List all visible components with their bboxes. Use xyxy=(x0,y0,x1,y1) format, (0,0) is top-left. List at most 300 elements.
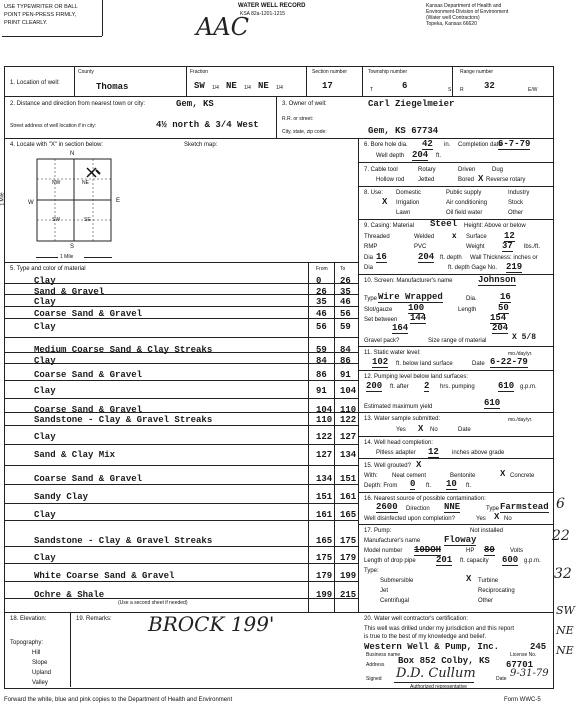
bentonite[interactable]: Bentonite xyxy=(450,473,476,479)
rr-label: R.R. or street: xyxy=(282,116,314,122)
divider xyxy=(358,162,553,163)
material-cell: White Coarse Sand & Gravel xyxy=(34,571,175,581)
s18-label: 18. Elevation: xyxy=(10,616,47,622)
sample-yes[interactable]: Yes xyxy=(396,427,406,433)
s19-label: 19. Remarks: xyxy=(76,616,112,622)
township-s: S xyxy=(448,87,452,93)
material-cell: Sand & Gravel xyxy=(34,287,105,297)
screen-type-label: Type xyxy=(364,296,378,302)
hours: 2 xyxy=(424,381,430,391)
table-row-line xyxy=(4,503,358,504)
gravel-label: Gravel pack? xyxy=(364,338,400,344)
from-cell: 84 xyxy=(316,356,327,366)
pump-manufacturer: Floway xyxy=(444,535,477,545)
to-cell: 165 xyxy=(340,510,357,520)
address-value: Box 852 Colby, KS xyxy=(398,656,490,666)
table-row-line xyxy=(4,363,358,364)
use-public-supply[interactable]: Public supply xyxy=(446,190,482,196)
s13-mo-day-yr: mo./day/yr. xyxy=(508,417,533,423)
s13-date-label: Date xyxy=(458,427,471,433)
from-cell: 35 xyxy=(316,297,327,307)
s14-label: 14. Well head completion: xyxy=(364,440,433,446)
fraction-label: Fraction xyxy=(190,69,209,75)
material-cell: Sandstone - Clay & Gravel Streaks xyxy=(34,415,213,425)
from-cell: 161 xyxy=(316,510,333,520)
turbine-mark: X xyxy=(466,574,472,583)
s11-date-label: Date xyxy=(472,361,485,367)
divider xyxy=(306,66,307,96)
pitless-label: Pitless adapter xyxy=(376,450,416,456)
use-mark: X xyxy=(382,197,388,206)
to-cell: 104 xyxy=(340,386,357,396)
rmp[interactable]: RMP xyxy=(364,244,378,250)
set-to: 154 xyxy=(490,313,507,323)
from-cell: 199 xyxy=(316,590,333,600)
county-label: County xyxy=(78,69,94,75)
contam-direction: NNE xyxy=(444,502,461,512)
table-row-line xyxy=(4,352,358,353)
material-cell: Clay xyxy=(34,553,56,563)
signature: D.D. Cullum xyxy=(396,666,476,681)
table-row-line xyxy=(4,294,358,295)
s6-in: in. xyxy=(444,142,451,148)
from-cell: 26 xyxy=(316,287,327,297)
casing-dia: 16 xyxy=(376,252,387,262)
table-row-line xyxy=(4,598,358,599)
owner-value: Carl Ziegelmeier xyxy=(368,99,455,109)
to-cell: 59 xyxy=(340,322,351,332)
nearest-town: Gem, KS xyxy=(176,99,214,109)
divider xyxy=(358,346,553,347)
type-submersible[interactable]: Submersible xyxy=(380,578,414,584)
from-cell: 91 xyxy=(316,386,327,396)
to-cell: 179 xyxy=(340,553,357,563)
divider xyxy=(358,370,553,371)
divider xyxy=(2,36,102,37)
table-row-line xyxy=(4,398,358,399)
weight-value: 37 xyxy=(502,241,513,251)
table-row-line xyxy=(4,380,358,381)
volts-label: Volts xyxy=(510,548,524,554)
agency-line-1: Kansas Department of Health and xyxy=(426,3,502,9)
gauge-value: 219 xyxy=(506,262,523,272)
material-cell: Coarse Sand & Gravel xyxy=(34,309,143,319)
s3-label: 3. Owner of well: xyxy=(282,101,327,107)
topo-upland[interactable]: Upland xyxy=(32,670,52,676)
direction-value: 4½ north & 3/4 West xyxy=(156,120,259,130)
divider xyxy=(358,524,553,525)
completion-date: 6-7-79 xyxy=(498,139,531,149)
to-cell: 151 xyxy=(340,474,357,484)
s9-label: 9. Casing: Material xyxy=(364,223,415,229)
from-cell: 0 xyxy=(316,276,322,286)
range-r: R xyxy=(460,87,464,93)
wall-label: Wall Thickness: inches or xyxy=(470,255,538,261)
table-row-line xyxy=(4,425,358,426)
agency-line-4: Topeka, Kansas 66620 xyxy=(426,21,477,27)
business-label: Business name xyxy=(366,652,401,658)
gpm-unit: g.p.m. xyxy=(520,384,537,390)
method-driven[interactable]: Driven xyxy=(458,167,476,173)
size-value: X 5/8 xyxy=(512,333,537,342)
material-cell: Clay xyxy=(34,276,56,286)
contam-type-label: Type xyxy=(486,506,500,512)
section-grid[interactable] xyxy=(36,158,112,242)
mile-horizontal: 1 Mile xyxy=(60,254,74,260)
to-cell: 86 xyxy=(340,356,351,366)
township-label: Township number xyxy=(368,69,408,75)
slot-value: 100 xyxy=(408,303,425,313)
divider xyxy=(102,0,103,36)
depth-unit: ft. depth xyxy=(440,255,462,261)
s7-label: 7. Cable tool xyxy=(364,167,398,173)
signed-label: Signed xyxy=(366,676,382,682)
surface-label: Surface xyxy=(466,234,487,240)
set-label: Set between xyxy=(364,317,398,323)
grouted-mark: X xyxy=(416,460,422,469)
to-cell: 91 xyxy=(340,370,351,380)
quadrant-nw: NW xyxy=(52,180,61,186)
to-label: To xyxy=(340,266,346,272)
method-rotary[interactable]: Rotary xyxy=(418,167,436,173)
method-mark: X xyxy=(478,174,484,183)
compass-e: E xyxy=(116,198,121,204)
range-label: Range number xyxy=(460,69,494,75)
margin-note-q2: NE xyxy=(556,624,574,637)
from-cell: 86 xyxy=(316,370,327,380)
method-dug[interactable]: Dug xyxy=(492,167,504,173)
contam-type: Farmstead xyxy=(500,502,549,512)
material-cell: Sandy Clay xyxy=(34,492,89,502)
grout-to: 10 xyxy=(446,479,457,489)
footer-form: Form WWC-5 xyxy=(504,697,541,703)
license-no: 245 xyxy=(530,642,547,652)
material-cell: Clay xyxy=(34,510,56,520)
method-hollow-rod[interactable]: Hollow rod xyxy=(376,177,405,183)
to-cell: 175 xyxy=(340,536,357,546)
grout-from: 0 xyxy=(410,479,416,489)
table-row-line xyxy=(4,465,358,466)
grout-ft: ft. xyxy=(426,483,432,489)
material-cell: Clay xyxy=(34,322,56,332)
use-lawn[interactable]: Lawn xyxy=(396,210,411,216)
use-air-conditioning[interactable]: Air conditioning xyxy=(446,200,488,206)
set2-to: 204 xyxy=(492,323,509,333)
from-cell: 56 xyxy=(316,322,327,332)
well-depth: 204 xyxy=(412,150,429,160)
divider xyxy=(358,274,553,275)
material-cell: Clay xyxy=(34,356,56,366)
from-cell: 59 xyxy=(316,345,327,355)
to-cell: 122 xyxy=(340,415,357,425)
method-reverse-rotary[interactable]: Reverse rotary xyxy=(486,177,526,183)
table-row-line xyxy=(4,581,358,582)
county-value: Thomas xyxy=(96,82,129,92)
pump-manufacturer-label: Manufacturer's name xyxy=(364,538,421,544)
from-cell: 110 xyxy=(316,415,333,425)
screen-manufacturer: Johnson xyxy=(478,275,516,285)
drop-value: 201 xyxy=(436,555,453,565)
capacity-value: 600 xyxy=(502,555,519,565)
mile-arrow xyxy=(36,257,58,258)
with-label: With: xyxy=(364,473,378,479)
depth-label: Well depth xyxy=(376,153,405,159)
welded[interactable]: Welded xyxy=(414,234,435,240)
material-cell: Ochre & Shale xyxy=(34,590,105,600)
address-label: Address xyxy=(366,662,385,668)
disinfected-label: Well disinfected upon completion? xyxy=(364,516,455,522)
material-cell: Clay xyxy=(34,297,56,307)
material-cell: Clay xyxy=(34,386,56,396)
type-reciprocating[interactable]: Reciprocating xyxy=(478,588,515,594)
remark-handwritten: BROCK 199' xyxy=(148,612,275,636)
casing-to: 204 xyxy=(418,252,435,262)
section-value: 17 xyxy=(322,81,333,91)
grout-ft2: ft. xyxy=(466,483,472,489)
sign-date: 9-31-79 xyxy=(510,668,549,679)
business-name: Western Well & Pump, Inc. xyxy=(364,642,500,652)
set2-from: 164 xyxy=(392,323,409,333)
table-row-line xyxy=(4,563,358,564)
dia-label: Dia xyxy=(364,255,374,261)
mile-vertical: 1 Mile xyxy=(0,192,6,206)
completion-label: Completion date xyxy=(458,142,502,148)
topo-slope[interactable]: Slope xyxy=(32,660,48,666)
s6-label: 6. Bore hole dia. xyxy=(364,142,408,148)
divider xyxy=(358,186,553,187)
above-label: inches above grade xyxy=(452,450,505,456)
from-cell: 165 xyxy=(316,536,333,546)
to-cell: 84 xyxy=(340,345,351,355)
to-cell: 127 xyxy=(340,432,357,442)
divider xyxy=(452,66,453,96)
static-level: 102 xyxy=(372,357,389,367)
margin-note-q1: SW xyxy=(556,604,575,617)
disinfected-yes[interactable]: Yes xyxy=(476,516,486,522)
section-label: Section number xyxy=(312,69,348,75)
compass-s: S xyxy=(70,244,75,250)
divider xyxy=(358,138,359,612)
from-cell: 122 xyxy=(316,432,333,442)
table-row-line xyxy=(4,546,358,547)
divider xyxy=(4,612,553,613)
s15-label: 15. Well grouted? xyxy=(364,463,411,469)
divider xyxy=(4,262,358,263)
pump-level: 200 xyxy=(366,381,383,391)
fraction-2: NE xyxy=(226,81,237,91)
material-cell: Sand & Clay Mix xyxy=(34,450,116,460)
from-cell: 175 xyxy=(316,553,333,563)
quadrant-se: SE xyxy=(84,217,91,223)
compass-n: N xyxy=(70,151,75,157)
capacity-label: ft. capacity xyxy=(460,558,489,564)
handwritten-mark: AAC xyxy=(196,13,250,41)
not-installed[interactable]: Not installed xyxy=(470,528,504,534)
set-from: 144 xyxy=(410,313,427,323)
to-cell: 215 xyxy=(340,590,357,600)
pvc[interactable]: PVC xyxy=(414,244,427,250)
table-row-line xyxy=(4,318,358,319)
s16-label: 16. Nearest source of possible contamination: xyxy=(364,496,486,502)
street-label: Street address of well location if in city: xyxy=(10,123,97,129)
township-value: 6 xyxy=(402,81,408,91)
form-title: WATER WELL RECORD xyxy=(238,3,306,9)
grout-depth-label: Depth: From xyxy=(364,483,398,489)
use-oil-field[interactable]: Oil field water xyxy=(446,210,483,216)
s6-ft: ft. xyxy=(436,153,442,159)
from-cell: 134 xyxy=(316,474,333,484)
topo-valley[interactable]: Valley xyxy=(32,680,48,686)
use-domestic[interactable]: Domestic xyxy=(396,190,422,196)
from-cell: 151 xyxy=(316,492,333,502)
dia2-label: Dia xyxy=(364,265,374,271)
license-label: License No. xyxy=(510,652,537,658)
divider xyxy=(358,436,553,437)
pump-type-label: Type: xyxy=(364,568,379,574)
city-label: City, state, zip code: xyxy=(282,129,327,135)
model-label: Model number xyxy=(364,548,403,554)
model-value: 10DOH xyxy=(414,545,442,555)
mile-arrow xyxy=(84,257,112,258)
s10-label: 10. Screen: Manufacturer's name xyxy=(364,278,453,284)
cert-line-1: This well was drilled under my jurisdiction and this report xyxy=(364,626,515,632)
to-cell: 199 xyxy=(340,571,357,581)
table-row-line xyxy=(4,337,358,338)
fraction-unit: 1/4 xyxy=(244,85,251,91)
table-row-line xyxy=(4,306,358,307)
hp-label: HP xyxy=(466,548,475,554)
divider xyxy=(362,66,363,96)
margin-note-range: 22 xyxy=(552,528,570,544)
disinfected-no[interactable]: No xyxy=(504,516,512,522)
divider xyxy=(308,262,309,612)
s12-label: 12. Pumping level below land surfaces: xyxy=(364,374,469,380)
capacity-unit: g.p.m. xyxy=(524,558,541,564)
table-row-line xyxy=(4,520,358,521)
township-t: T xyxy=(370,87,374,93)
concrete-mark: X xyxy=(500,469,506,478)
to-cell: 46 xyxy=(340,297,351,307)
margin-note-township: 6 xyxy=(556,496,565,512)
sign-date-label: Date xyxy=(496,676,507,682)
compass-w: W xyxy=(28,200,34,206)
to-cell: 110 xyxy=(340,405,357,415)
table-row-line xyxy=(4,444,358,445)
welded-mark: x xyxy=(452,231,457,240)
fraction-unit: 1/4 xyxy=(276,85,283,91)
after-label: ft. after xyxy=(390,384,409,390)
table-row-line xyxy=(4,283,358,284)
from-cell: 127 xyxy=(316,450,333,460)
gauge-label: ft. depth Gage No. xyxy=(448,265,498,271)
to-cell: 134 xyxy=(340,450,357,460)
topo-hill[interactable]: Hill xyxy=(32,650,41,656)
material-cell: Coarse Sand & Gravel xyxy=(34,405,143,415)
divider xyxy=(276,96,277,138)
sample-no[interactable]: No xyxy=(430,427,438,433)
s13-label: 13. Water sample submitted: xyxy=(364,416,441,422)
to-cell: 56 xyxy=(340,309,351,319)
screen-dia: 16 xyxy=(500,292,511,302)
to-cell: 161 xyxy=(340,492,357,502)
fraction-3: NE xyxy=(258,81,269,91)
method-jetted[interactable]: Jetted xyxy=(418,177,435,183)
type-other[interactable]: Other xyxy=(478,598,494,604)
type-turbine[interactable]: Turbine xyxy=(478,578,499,584)
weight-label: Weight xyxy=(466,244,485,250)
material-cell: Coarse Sand & Gravel xyxy=(34,474,143,484)
divider xyxy=(358,458,553,459)
statute: KSA 82a-1201-1215 xyxy=(240,11,286,17)
screen-dia-label: Dia. xyxy=(466,296,477,302)
use-other[interactable]: Other xyxy=(508,210,524,216)
use-stock[interactable]: Stock xyxy=(508,200,524,206)
neat-cement[interactable]: Neat cement xyxy=(392,473,427,479)
s11-mo-day-yr: mo./day/yr. xyxy=(508,351,533,357)
s17-label: 17. Pump: xyxy=(364,528,392,534)
length-value: 50 xyxy=(498,303,509,313)
disinfected-mark: X xyxy=(494,512,500,521)
fraction-1: SW xyxy=(194,81,205,91)
divider xyxy=(74,66,75,96)
material-cell: Sandstone - Clay & Gravel Streaks xyxy=(34,536,213,546)
type-centrifugal[interactable]: Centrifugal xyxy=(380,598,410,604)
contam-distance: 2600 xyxy=(376,502,398,512)
to-cell: 26 xyxy=(340,276,351,286)
sample-mark: X xyxy=(418,424,424,433)
bore-dia: 42 xyxy=(422,139,433,149)
table-row-line xyxy=(4,412,358,413)
type-jet[interactable]: Jet xyxy=(380,588,389,594)
instructions: USE TYPEWRITER OR BALL POINT PEN-PRESS FIRMLY, PRINT CLEARLY. xyxy=(4,4,78,26)
signature-line xyxy=(394,682,474,683)
divider xyxy=(358,412,553,413)
from-label: From xyxy=(316,266,328,272)
s8-label: 8. Use: xyxy=(364,190,384,196)
threaded[interactable]: Threaded xyxy=(364,234,390,240)
divider xyxy=(4,138,553,139)
address-zip: 67701 xyxy=(506,660,534,670)
range-ew: E/W xyxy=(528,87,538,93)
method-bored[interactable]: Bored xyxy=(458,177,475,183)
footer-forward: Forward the white, blue and pink copies to the Department of Health and Environment xyxy=(4,697,233,703)
weight-unit: lbs./ft. xyxy=(524,244,541,250)
material-cell: Coarse Sand & Gravel xyxy=(34,370,143,380)
concrete[interactable]: Concrete xyxy=(510,473,535,479)
length-label: Length xyxy=(458,307,477,313)
yield-label: Estimated maximum yield xyxy=(364,404,433,410)
topography-label: Topography: xyxy=(10,640,44,646)
use-industry[interactable]: Industry xyxy=(508,190,530,196)
use-irrigation[interactable]: Irrigation xyxy=(396,200,420,206)
divider xyxy=(334,262,335,612)
static-date: 6-22-79 xyxy=(490,357,528,367)
divider xyxy=(70,612,71,687)
s4-label: 4. Locate with "X" in section below: xyxy=(10,142,103,148)
city-value: Gem, KS 67734 xyxy=(368,126,439,136)
table-row-line xyxy=(4,484,358,485)
s11-label: 11. Static water level: xyxy=(364,350,421,356)
screen-type: Wire Wrapped xyxy=(378,292,443,302)
height-label: Height: Above or below xyxy=(464,223,526,229)
agency-line-2: Environment-Division of Environment xyxy=(426,9,509,15)
quadrant-sw: SW xyxy=(52,217,61,223)
from-cell: 179 xyxy=(316,571,333,581)
from-cell: 104 xyxy=(316,405,333,415)
size-label: Size range of material xyxy=(428,338,487,344)
pitless-inches: 12 xyxy=(428,447,439,457)
hp-value: 80 xyxy=(484,545,495,555)
